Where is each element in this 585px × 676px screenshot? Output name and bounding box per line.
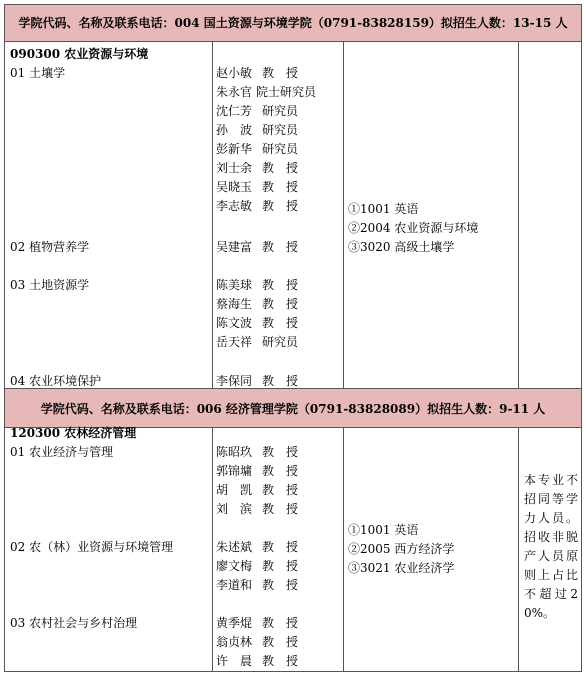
- advisor: 吴晓玉 教 授: [216, 180, 299, 194]
- advisor: 李保同 教 授: [216, 374, 299, 388]
- admission-note: 本专业不招同等学力人员。招收非脱产人员原则上占比不超过20%。: [524, 473, 578, 620]
- column-divider: [518, 42, 519, 388]
- admission-table: [4, 4, 582, 672]
- advisor: 陈昭玖 教 授: [216, 445, 299, 459]
- advisor: 陈美球 教 授: [216, 278, 299, 292]
- exam-subject: ②2005 西方经济学: [348, 542, 455, 556]
- college-header-004: 学院代码、名称及联系电话：004 国土资源与环境学院（0791-83828159）拟招生人数：13-15 人: [5, 5, 581, 42]
- exam-subject: ③3020 高级土壤学: [348, 240, 455, 254]
- major-title: 090300 农业资源与环境: [10, 47, 149, 61]
- direction-label: 03 土地资源学: [10, 278, 90, 292]
- column-divider: [518, 428, 519, 672]
- column-divider: [212, 428, 213, 672]
- exam-subject: ③3021 农业经济学: [348, 561, 455, 575]
- column-divider: [212, 42, 213, 388]
- column-divider: [343, 42, 344, 388]
- advisor: 孙 波 研究员: [216, 123, 299, 137]
- advisor: 翁贞林 教 授: [216, 635, 299, 649]
- advisor: 黄季焜 教 授: [216, 616, 299, 630]
- advisor: 蔡海生 教 授: [216, 297, 299, 311]
- direction-label: 01 土壤学: [10, 66, 66, 80]
- direction-label: 02 植物营养学: [10, 240, 90, 254]
- advisor: 吴建富 教 授: [216, 240, 299, 254]
- advisor: 朱永官 院士研究员: [216, 85, 317, 99]
- advisor: 李道和 教 授: [216, 578, 299, 592]
- advisor: 李志敏 教 授: [216, 199, 299, 213]
- advisor: 廖文梅 教 授: [216, 559, 299, 573]
- major-title: 120300 农林经济管理: [10, 426, 137, 440]
- college-header-006: 学院代码、名称及联系电话：006 经济管理学院（0791-83828089）拟招生人数：9-11 人: [5, 388, 581, 428]
- advisor: 岳天祥 研究员: [216, 335, 299, 349]
- advisor: 沈仁芳 研究员: [216, 104, 299, 118]
- direction-label: 02 农（林）业资源与环境管理: [10, 540, 174, 554]
- advisor: 郭锦墉 教 授: [216, 464, 299, 478]
- advisor: 赵小敏 教 授: [216, 66, 299, 80]
- advisor: 许 晨 教 授: [216, 654, 299, 668]
- direction-label: 04 农业环境保护: [10, 374, 102, 388]
- column-divider: [343, 428, 344, 672]
- advisor: 刘 滨 教 授: [216, 502, 299, 516]
- advisor: 彭新华 研究员: [216, 142, 299, 156]
- advisor: 胡 凯 教 授: [216, 483, 299, 497]
- direction-label: 03 农村社会与乡村治理: [10, 616, 138, 630]
- direction-label: 01 农业经济与管理: [10, 445, 114, 459]
- advisor: 陈文波 教 授: [216, 316, 299, 330]
- exam-subject: ①1001 英语: [348, 523, 419, 537]
- advisor: 朱述斌 教 授: [216, 540, 299, 554]
- advisor: 刘士余 教 授: [216, 161, 299, 175]
- exam-subject: ②2004 农业资源与环境: [348, 221, 479, 235]
- exam-subject: ①1001 英语: [348, 202, 419, 216]
